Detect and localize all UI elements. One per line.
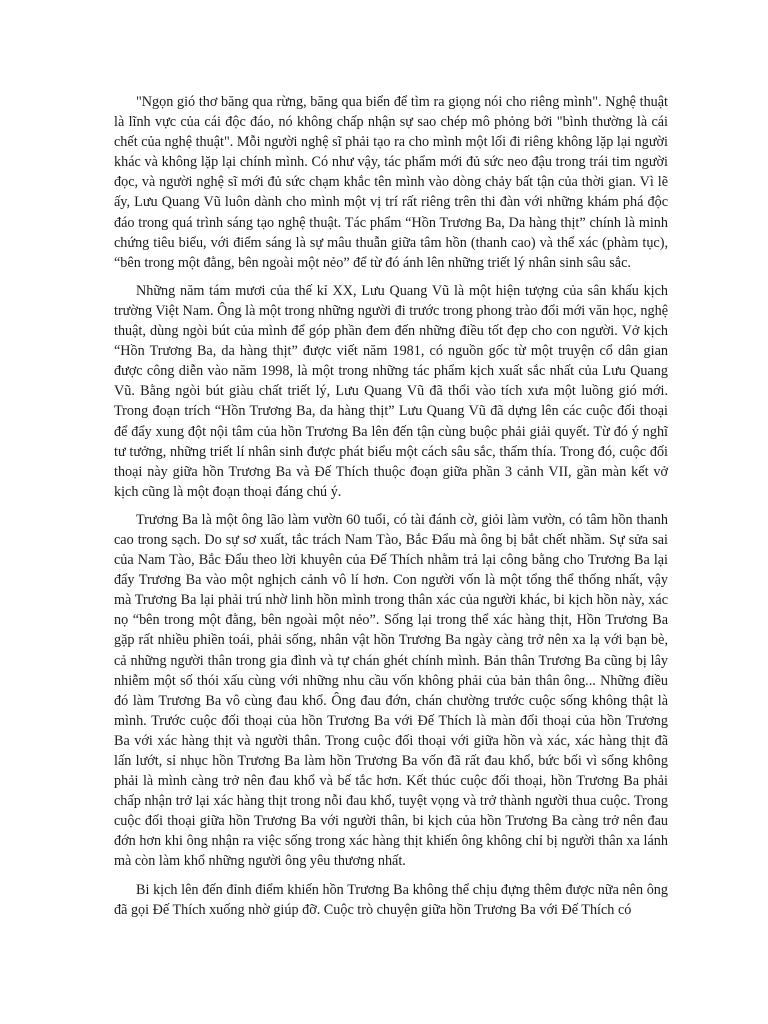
paragraph-1: "Ngọn gió thơ băng qua rừng, băng qua biển để tìm ra giọng nói cho riêng mình". Nghệ thuật là lĩnh vực của cái độc đáo, nó không chấp nhận sự sao chép mô phỏng bởi "bình thường là cái chết của nghệ thuật". Mỗi người nghệ sĩ phải tạo ra cho mình một lối đi riêng không lặp lại người khác và không lặp lại chính mình. Có như vậy, tác phẩm mới đủ sức neo đậu trong trái tim người đọc, và người nghệ sĩ mới đủ sức chạm khắc tên mình vào dòng chảy bất tận của thời gian. Vì lẽ ấy, Lưu Quang Vũ luôn dành cho mình một vị trí rất riêng trên thi đàn với những khám phá độc đáo trong quá trình sáng tạo nghệ thuật. Tác phẩm “Hồn Trương Ba, Da hàng thịt” chính là minh chứng tiêu biểu, với điểm sáng là sự mâu thuẫn giữa tâm hồn (thanh cao) và thể xác (phàm tục), “bên trong một đằng, bên ngoài một nẻo” để từ đó ánh lên những triết lý nhân sinh sâu sắc.	[114, 94, 668, 271]
paragraph-3: Trương Ba là một ông lão làm vườn 60 tuổi, có tài đánh cờ, giỏi làm vườn, có tâm hồn thanh cao trong sạch. Do sự sơ xuất, tắc trách Nam Tào, Bắc Đẩu mà ông bị bắt chết nhầm. Sự sửa sai của Nam Tào, Bắc Đẩu theo lời khuyên của Đế Thích nhằm trả lại công bằng cho Trương Ba lại đẩy Trương Ba vào một nghịch cảnh vô lí hơn. Con người vốn là một tổng thể thống nhất, vậy mà Trương Ba lại phải trú nhờ linh hồn mình trong thân xác của người khác, bi kịch hồn này, xác nọ “bên trong một đằng, bên ngoài một nẻo”. Sống lại trong thể xác hàng thịt, Hồn Trương Ba gặp rất nhiều phiền toái, phải sống, nhân vật hồn Trương Ba ngày càng trở nên xa lạ với bạn bè, cả những người thân trong gia đình và tự chán ghét chính mình. Bản thân Trương Ba cũng bị lây nhiễm một số thói xấu cùng với những nhu cầu vốn không phải của bản thân ông... Những điều đó làm Trương Ba vô cùng đau khổ. Ông đau đớn, chán chường trước cuộc sống không thật là mình. Trước cuộc đối thoại của hồn Trương Ba với Đế Thích là màn đối thoại của hồn Trương Ba với xác hàng thịt và người thân. Trong cuộc đối thoại với giữa hồn và xác, xác hàng thịt đã lấn lướt, sỉ nhục hồn Trương Ba làm hồn Trương Ba vốn đã rất đau khổ, bức bối vì sống không phải là mình càng trở nên đau khổ và bế tắc hơn. Kết thúc cuộc đối thoại, hồn Trương Ba phải chấp nhận trở lại xác hàng thịt trong nỗi đau khổ, tuyệt vọng và trở thành người thua cuộc. Trong cuộc đối thoại giữa hồn Trương Ba với người thân, bi kịch của hồn Trương Ba càng trở nên đau đớn hơn khi ông nhận ra việc sống trong xác hàng thịt khiến ông không chỉ bị người thân xa lánh mà còn làm khổ những người ông yêu thương nhất.	[114, 511, 668, 870]
paragraph-4: Bi kịch lên đến đỉnh điểm khiến hồn Trương Ba không thể chịu đựng thêm được nữa nên ông đã gọi Đế Thích xuống nhờ giúp đỡ. Cuộc trò chuyện giữa hồn Trương Ba với Đế Thích có	[114, 881, 668, 918]
paragraph-2: Những năm tám mươi của thế kỉ XX, Lưu Quang Vũ là một hiện tượng của sân khấu kịch trường Việt Nam. Ông là một trong những người đi trước trong phong trào đổi mới văn học, nghệ thuật, dùng ngòi bút của mình để góp phần đem đến những điều tốt đẹp cho con người. Vở kịch “Hồn Trương Ba, da hàng thịt” được viết năm 1981, có nguồn gốc từ một truyện cổ dân gian được công diễn vào năm 1998, là một trong những tác phẩm kịch xuất sắc nhất của Lưu Quang Vũ. Bằng ngòi bút giàu chất triết lý, Lưu Quang Vũ đã thổi vào tích xưa một luồng gió mới. Trong đoạn trích “Hồn Trương Ba, da hàng thịt” Lưu Quang Vũ đã dựng lên các cuộc đối thoại để đẩy xung đột nội tâm của hồn Trương Ba lên đến tận cùng buộc phải giải quyết. Từ đó ý nghĩ tư tưởng, những triết lí nhân sinh được phát biểu một cách sâu sắc, thấm thía. Trong đó, cuộc đối thoại này giữa hồn Trương Ba và Đế Thích thuộc đoạn giữa phần 3 cảnh VII, gần màn kết vở kịch cũng là một đoạn thoại đáng chú ý.	[114, 282, 668, 500]
